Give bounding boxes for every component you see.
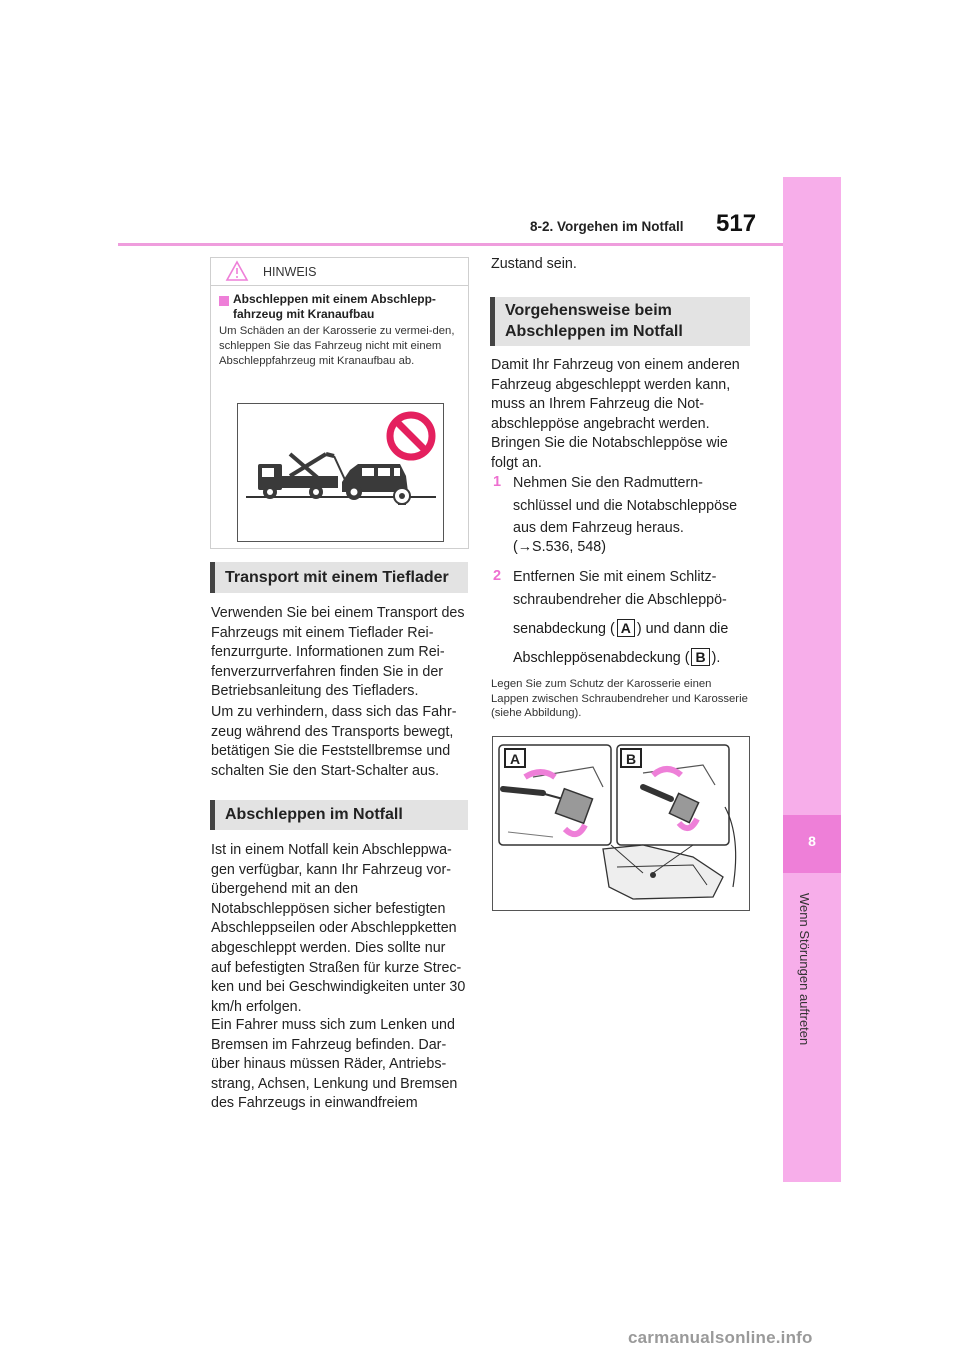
step-number: 1 — [493, 474, 502, 490]
notice-title: HINWEIS — [263, 265, 317, 279]
paragraph-procedure-intro: Damit Ihr Fahrzeug von einem anderen Fahrzeug abgeschleppt werden kann, muss an Ihrem Fahrzeug die Not-abschleppöse angebracht werden. Bringen Sie die Notabschleppöse wie folgt an. — [491, 357, 740, 471]
step-2-text-part: ). — [711, 650, 721, 666]
heading-line-2: Abschleppen im Notfall — [505, 323, 683, 340]
notice-heading: Abschleppen mit einem Abschlepp-fahrzeug mit Kranaufbau — [233, 292, 436, 321]
prohibition-icon — [390, 415, 432, 457]
warning-triangle-icon — [225, 260, 249, 287]
label-a-box: A — [617, 619, 635, 637]
paragraph-emergency-2: Ein Fahrer muss sich zum Lenken und Bremsen im Fahrzeug befinden. Dar-über hinaus müssen Räder, Antriebs-strang, Achsen, Lenkung und Bremsen des Fahrzeugs in einwandfreiem — [211, 1017, 458, 1112]
step-2-line-a — [513, 619, 728, 637]
section-heading-text — [505, 300, 683, 342]
step-1-page-reference: (→S.536, 548) — [513, 539, 606, 555]
section-heading-text: Transport mit einem Tieflader — [225, 569, 449, 586]
label-b-box: B — [691, 648, 709, 666]
notice-box — [210, 257, 469, 549]
paragraph-transport-2: Um zu verhindern, dass sich das Fahr-zeug während des Transports bewegt, betätigen Sie die Feststellbremse und schalten Sie den Start-Schalter aus. — [211, 704, 457, 779]
section-title: 8-2. Vorgehen im Notfall — [530, 219, 684, 234]
step-2-text-part: senabdeckung ( — [513, 621, 615, 637]
section-heading-emergency — [210, 800, 468, 830]
notice-body: Um Schäden an der Karosserie zu vermei-den, schleppen Sie das Fahrzeug nicht mit einem Abschleppfahrzeug mit Kranaufbau ab. — [219, 325, 455, 367]
section-heading-transport — [210, 562, 468, 593]
paragraph-transport-1: Verwenden Sie bei einem Transport des Fahrzeugs mit einem Tieflader Rei-fenzurrgurte. Informationen zum Rei-fenverzurrverfahren finden Sie in der Betriebsanleitung des Tiefladers. — [211, 605, 465, 700]
figure-label-b: B — [625, 751, 637, 767]
chapter-number: 8 — [808, 833, 816, 849]
step-number: 2 — [493, 568, 502, 584]
paragraph-emergency-1: Ist in einem Notfall kein Abschleppwa-gen verfügbar, kann Ihr Fahrzeug vor-übergehend mit an den Notabschleppösen sicher befestigten Abschleppseilen oder Abschleppketten abgeschleppt werden. Dies sollte nur auf befestigten Straßen für kurze Strec-ken und bei Geschwindigkeiten unter 30 km/h erfolgen. — [211, 842, 466, 1015]
chapter-side-tab — [783, 177, 841, 1182]
heading-line-1: Vorgehensweise beim — [505, 302, 672, 319]
crane-tow-truck-illustration — [237, 403, 444, 542]
bullet-square-icon — [219, 296, 229, 306]
tow-eye-cover-illustration — [492, 736, 750, 911]
notice-header — [211, 258, 468, 286]
step-2-text-part: ) und dann die — [636, 621, 729, 637]
step-2-text: Entfernen Sie mit einem Schlitz-schraubendreher die Abschleppö- — [513, 569, 727, 608]
step-2-text-part: Abschleppösenabdeckung ( — [513, 650, 690, 666]
header-rule — [118, 243, 783, 246]
step-2-line-b — [513, 648, 720, 666]
figure-label-a: A — [509, 751, 521, 767]
page-number: 517 — [716, 210, 757, 237]
step-1-text: Nehmen Sie den Radmuttern-schlüssel und die Notabschleppöse aus dem Fahrzeug heraus. — [513, 475, 738, 536]
footer-watermark: carmanualsonline.info — [628, 1328, 813, 1347]
paragraph-emergency-2-cont: Zustand sein. — [491, 256, 577, 272]
section-heading-text: Abschleppen im Notfall — [225, 806, 403, 823]
section-heading-procedure — [490, 297, 750, 346]
procedure-note: Legen Sie zum Schutz der Karosserie einen Lappen zwischen Schraubendreher und Karosserie (siehe Abbildung). — [491, 678, 748, 719]
chapter-title: Wenn Störungen auftreten — [797, 893, 812, 1046]
